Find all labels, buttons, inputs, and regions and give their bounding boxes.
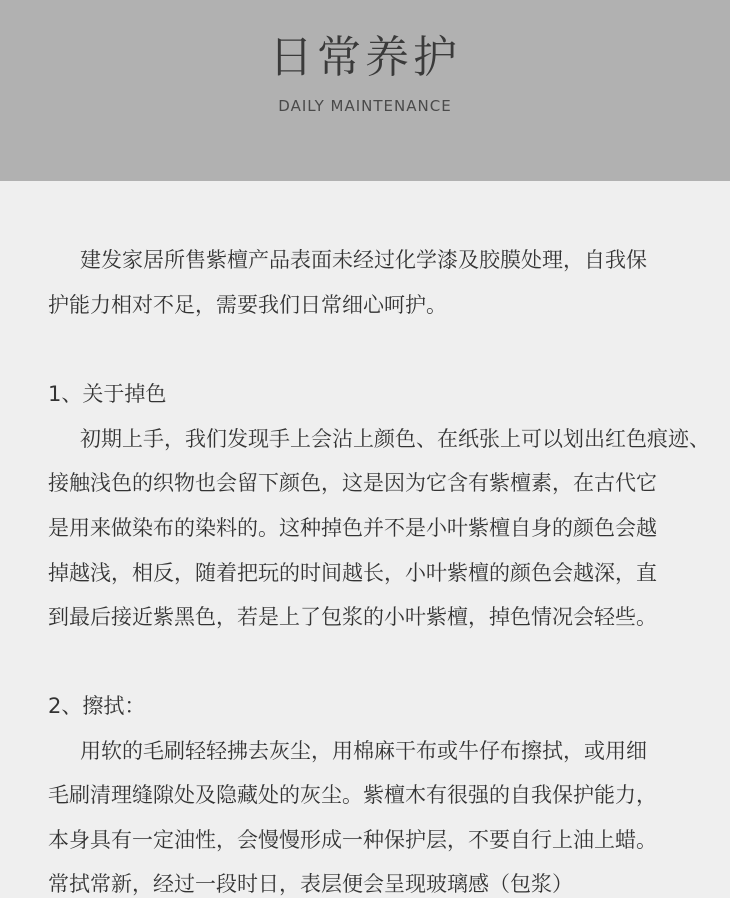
section-line: 毛刷清理缝隙处及隐藏处的灰尘。紫檀木有很强的自我保护能力， (48, 783, 657, 807)
intro-line: 护能力相对不足，需要我们日常细心呵护。 (48, 293, 447, 317)
intro-line: 建发家居所售紫檀产品表面未经过化学漆及胶膜处理，自我保 (80, 248, 647, 272)
section-line: 本身具有一定油性，会慢慢形成一种保护层，不要自行上油上蜡。 (48, 828, 657, 852)
section-line: 常拭常新，经过一段时日，表层便会呈现玻璃感（包浆） (48, 872, 573, 896)
section-heading: 1、关于掉色 (48, 382, 167, 406)
page-subtitle: DAILY MAINTENANCE (278, 97, 452, 115)
section-line: 接触浅色的织物也会留下颜色，这是因为它含有紫檀素，在古代它 (48, 471, 657, 495)
header-banner (0, 0, 730, 181)
section-heading: 2、擦拭： (48, 694, 146, 718)
section-line: 是用来做染布的染料的。这种掉色并不是小叶紫檀自身的颜色会越 (48, 516, 657, 540)
section-line: 用软的毛刷轻轻拂去灰尘，用棉麻干布或牛仔布擦拭，或用细 (80, 739, 647, 763)
page-title: 日常养护 (269, 32, 461, 83)
section-line: 初期上手，我们发现手上会沾上颜色、在纸张上可以划出红色痕迹、 (80, 427, 710, 451)
section-line: 掉越浅，相反，随着把玩的时间越长，小叶紫檀的颜色会越深，直 (48, 561, 657, 585)
section-line: 到最后接近紫黑色，若是上了包浆的小叶紫檀，掉色情况会轻些。 (48, 605, 657, 629)
